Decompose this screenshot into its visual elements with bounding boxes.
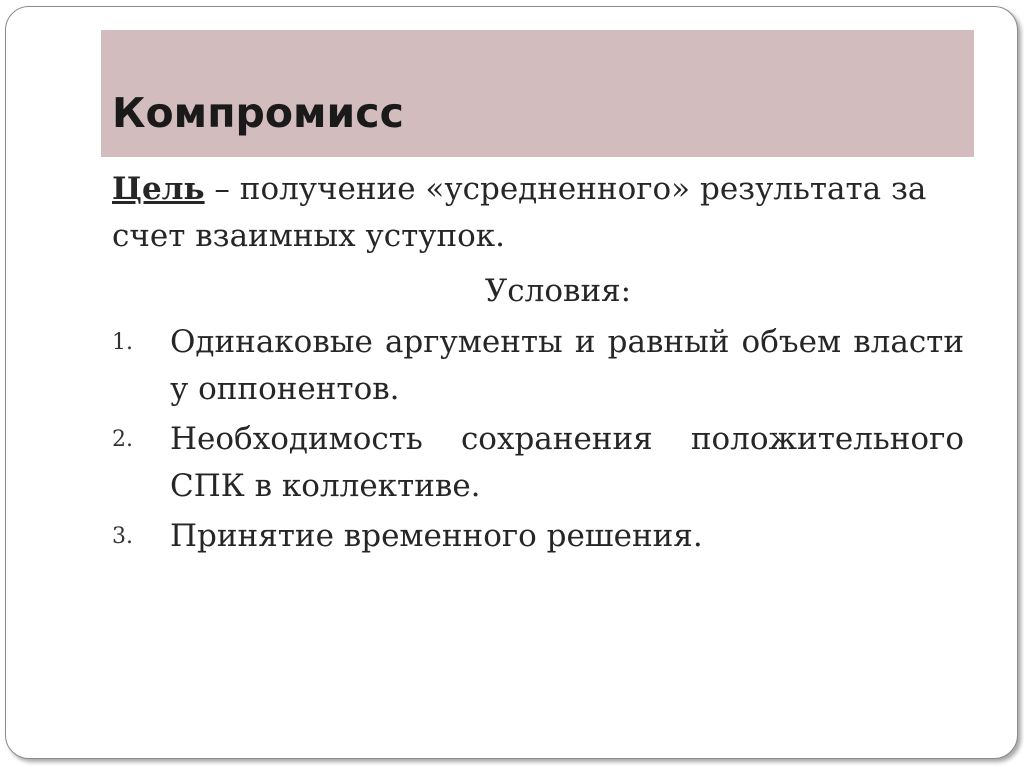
- list-item: [112, 319, 964, 413]
- list-item-text: Одинаковые аргументы и равный объем власти у оппонентов.: [170, 324, 964, 407]
- list-item-number: 2.: [112, 427, 133, 452]
- list-item-number: 3.: [112, 524, 133, 549]
- slide-title: Компромисс: [112, 89, 404, 137]
- goal-label: Цель: [112, 171, 205, 207]
- conditions-list: [112, 319, 964, 560]
- list-item: [112, 513, 964, 560]
- list-item-text: Необходимость сохранения положительного СПК в коллективе.: [170, 421, 964, 504]
- list-item-text: Принятие временного решения.: [170, 518, 703, 554]
- slide-content: [112, 166, 964, 563]
- goal-text: – получение «усредненного» результата за счет взаимных уступок.: [112, 171, 927, 254]
- conditions-heading: Условия:: [484, 273, 632, 309]
- list-item-number: 1.: [112, 330, 133, 355]
- goal-paragraph: [112, 166, 964, 260]
- list-item: [112, 416, 964, 510]
